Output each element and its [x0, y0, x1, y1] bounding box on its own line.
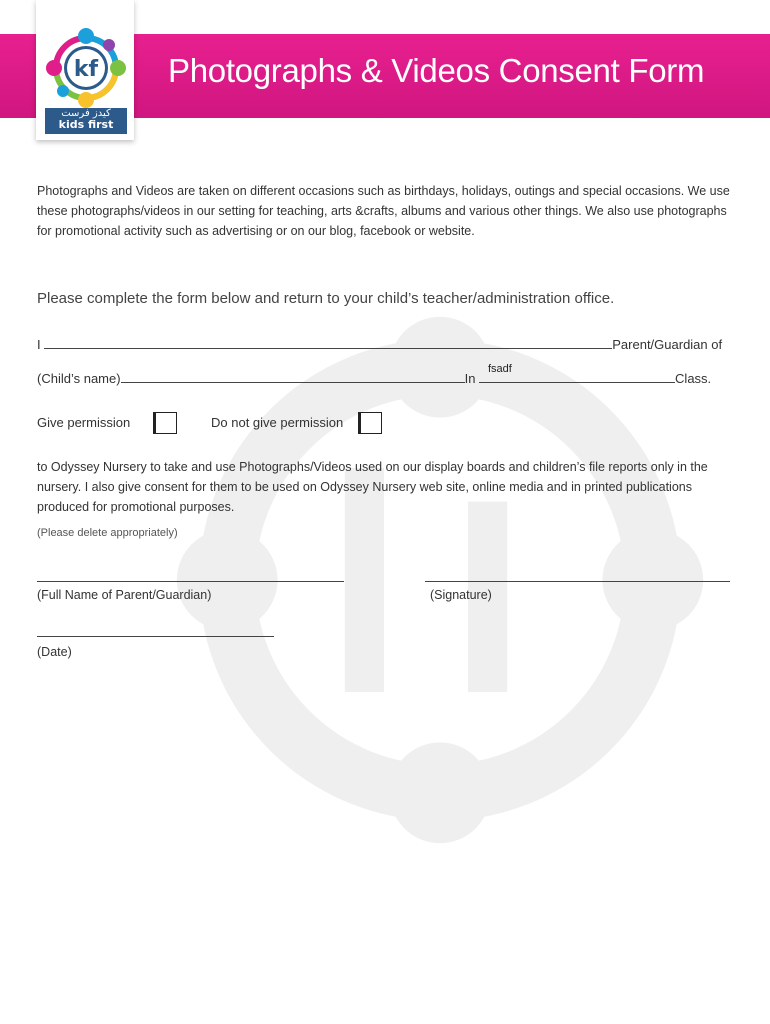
logo-arabic-text: كيدز فرست [61, 108, 111, 119]
kids-first-logo-icon [43, 25, 129, 111]
child-name-label: (Child’s name) [37, 371, 121, 386]
full-name-label: (Full Name of Parent/Guardian) [37, 588, 212, 602]
logo-text: kf [73, 57, 99, 82]
consent-paragraph: to Odyssey Nursery to take and use Photographs/Videos used on our display boards and children’s file reports only in the nursery. I also give consent for them to be used on Odyssey Nursery web site, online media and in printed publications produced for promotional purposes. [37, 460, 708, 514]
give-permission-label: Give permission [37, 415, 131, 430]
no-permission-checkbox[interactable] [358, 412, 382, 434]
class-field-value: fsadf [488, 363, 512, 375]
in-label: In [464, 371, 476, 386]
parent-name-field[interactable] [44, 336, 612, 349]
child-name-field[interactable] [121, 370, 465, 383]
line1-suffix: Parent/Guardian of [612, 337, 723, 352]
line1-prefix: I [37, 337, 41, 352]
signature-field[interactable] [425, 581, 730, 582]
page-title: Photographs & Videos Consent Form [168, 52, 705, 89]
signature-label: (Signature) [430, 588, 492, 602]
full-name-field[interactable] [37, 581, 344, 582]
parent-name-row [37, 336, 722, 352]
no-permission-label: Do not give permission [211, 415, 344, 430]
child-name-row [37, 370, 711, 386]
class-label: Class. [675, 371, 712, 386]
logo-brand-band [45, 108, 127, 134]
intro-paragraph: Photographs and Videos are taken on different occasions such as birthdays, holidays, outings and special occasions. We use these photographs/videos in our setting for teaching, arts &crafts, albums and various other things. We also use photographs for promotional activity such as advertising or on our blog, facebook or website. [37, 184, 730, 238]
date-label: (Date) [37, 645, 72, 659]
instruction-heading: Please complete the form below and return to your child’s teacher/administration office. [37, 290, 615, 307]
logo-brand-text: kids first [58, 118, 114, 131]
date-field[interactable] [37, 636, 274, 637]
give-permission-checkbox[interactable] [153, 412, 177, 434]
delete-note: (Please delete appropriately) [37, 527, 178, 539]
